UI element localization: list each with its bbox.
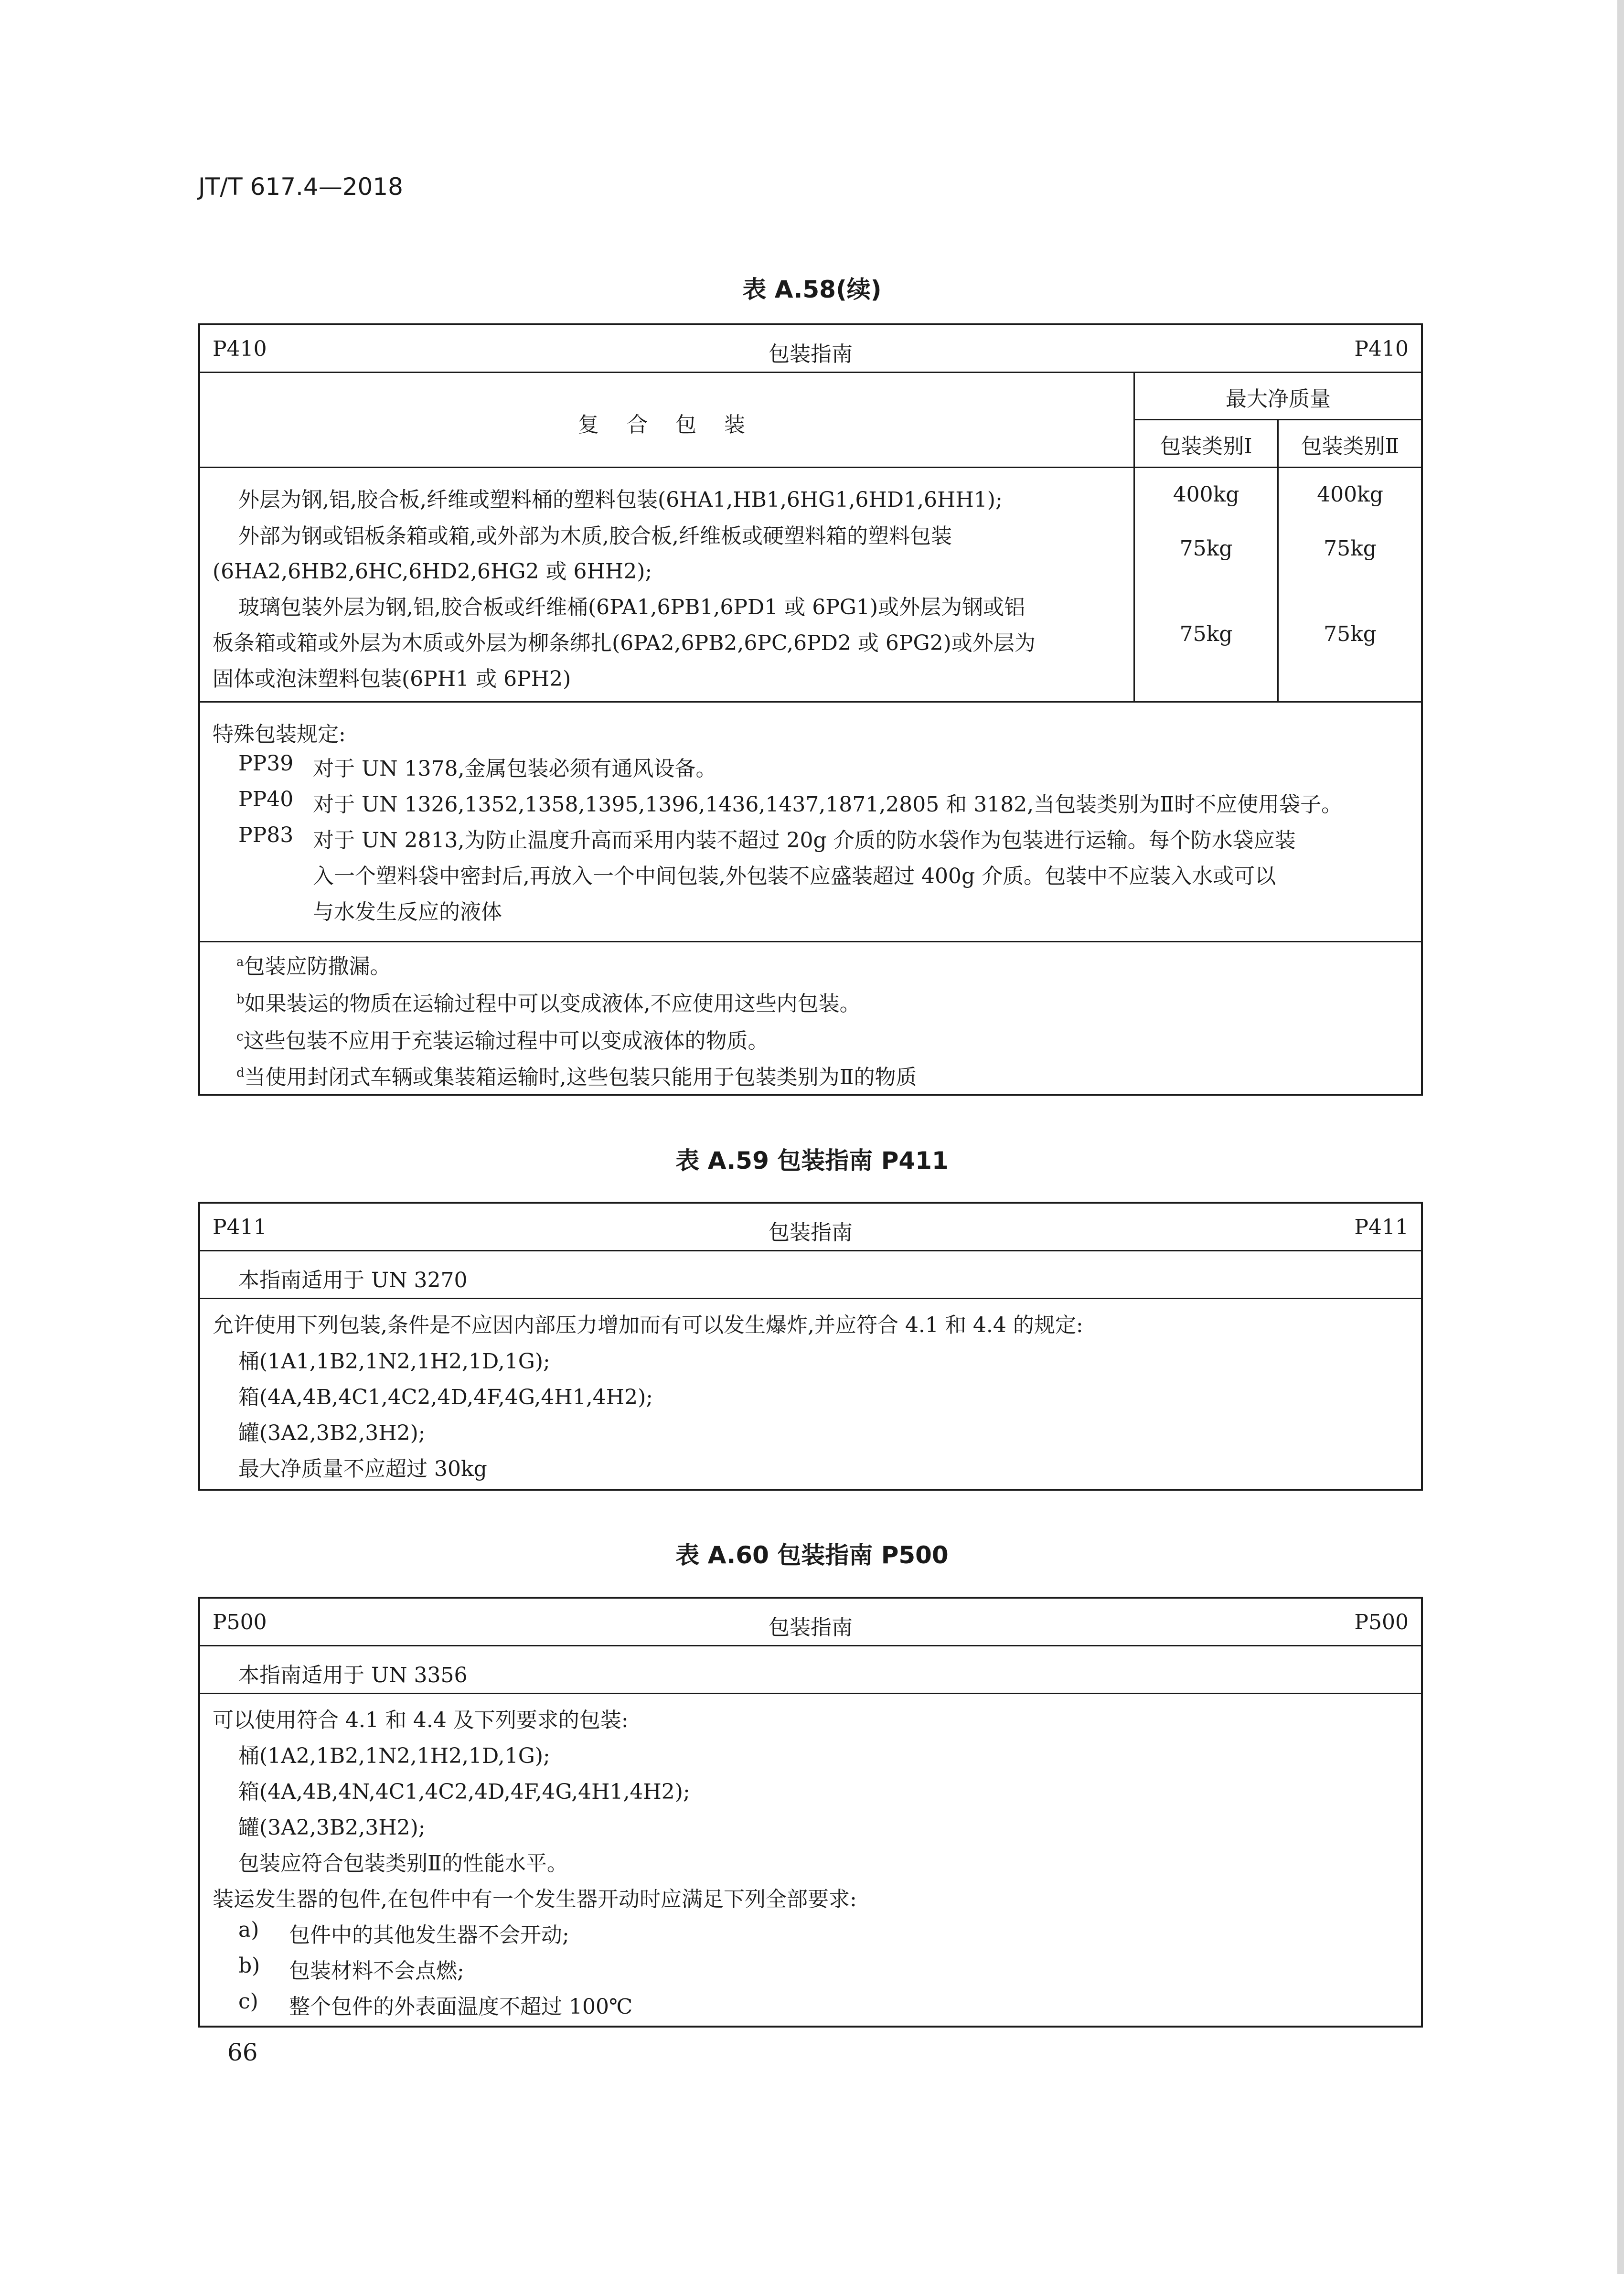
mass-pg1: 400kg bbox=[1173, 482, 1239, 507]
special-code: PP83 bbox=[238, 823, 294, 847]
footnote: $^b$如果装运的物质在运输过程中可以变成液体,不应使用这些内包装。 bbox=[236, 992, 861, 1016]
item-text: 包件中的其他发生器不会开动; bbox=[289, 1923, 569, 1947]
body-line: 包装应符合包装类别Ⅱ的性能水平。 bbox=[238, 1851, 568, 1876]
table58-title: 包装指南 bbox=[769, 342, 853, 366]
body-line: 箱(4A,4B,4C1,4C2,4D,4F,4G,4H1,4H2); bbox=[238, 1385, 653, 1409]
body-line: 板条箱或箱或外层为木质或外层为柳条绑扎(6PA2,6PB2,6PC,6PD2 或 6PG2)或外层为 bbox=[213, 631, 1036, 655]
table58-caption: 表 A.58(续) bbox=[742, 276, 882, 303]
table60-code-right: P500 bbox=[1354, 1610, 1409, 1634]
item-label: a) bbox=[238, 1918, 259, 1942]
body-line: 玻璃包装外层为钢,铝,胶合板或纤维桶(6PA1,6PB1,6PD1 或 6PG1)或外层为钢或铝 bbox=[238, 595, 1026, 619]
table60-title-row bbox=[200, 1599, 1421, 1646]
body-line: 装运发生器的包件,在包件中有一个发生器开动时应满足下列全部要求: bbox=[213, 1887, 857, 1911]
special-text: 对于 UN 1326,1352,1358,1395,1396,1436,1437,1871,2805 和 3182,当包装类别为Ⅱ时不应使用袋子。 bbox=[313, 792, 1343, 817]
body-line: 外部为钢或铝板条箱或箱,或外部为木质,胶合板,纤维板或硬塑料箱的塑料包装 bbox=[238, 524, 952, 548]
table60-title: 包装指南 bbox=[769, 1615, 853, 1640]
body-line: 可以使用符合 4.1 和 4.4 及下列要求的包装: bbox=[213, 1708, 629, 1732]
table59-caption: 表 A.59 包装指南 P411 bbox=[675, 1147, 949, 1174]
special-code: PP39 bbox=[238, 751, 294, 776]
special-text: 与水发生反应的液体 bbox=[313, 900, 502, 924]
page-number: 66 bbox=[227, 2039, 258, 2066]
special-text: 入一个塑料袋中密封后,再放入一个中间包装,外包装不应盛装超过 400g 介质。包装中不应装入水或可以 bbox=[313, 864, 1276, 888]
table58 bbox=[198, 323, 1423, 1096]
item-label: b) bbox=[238, 1954, 260, 1978]
body-line: (6HA2,6HB2,6HC,6HD2,6HG2 或 6HH2); bbox=[213, 559, 652, 584]
table60-body bbox=[200, 1694, 1421, 2026]
special-text: 对于 UN 1378,金属包装必须有通风设备。 bbox=[313, 757, 717, 781]
body-line: 外层为钢,铝,胶合板,纤维或塑料桶的塑料包装(6HA1,HB1,6HG1,6HD1,6HH1); bbox=[238, 488, 1003, 512]
applies-to: 本指南适用于 UN 3356 bbox=[238, 1663, 468, 1687]
footnotes-row bbox=[200, 942, 1421, 1094]
table58-body-row bbox=[200, 468, 1421, 703]
body-line: 箱(4A,4B,4N,4C1,4C2,4D,4F,4G,4H1,4H2); bbox=[238, 1780, 690, 1804]
body-line: 桶(1A2,1B2,1N2,1H2,1D,1G); bbox=[238, 1744, 550, 1768]
footnote: $^d$当使用封闭式车辆或集装箱运输时,这些包装只能用于包装类别为Ⅱ的物质 bbox=[236, 1065, 917, 1089]
body-line: 允许使用下列包装,条件是不应因内部压力增加而有可以发生爆炸,并应符合 4.1 和 4.4 的规定: bbox=[213, 1313, 1083, 1337]
item-text: 包装材料不会点燃; bbox=[289, 1959, 464, 1983]
mass-pg1: 75kg bbox=[1179, 536, 1233, 561]
packing-group-1-header: 包装类别Ⅰ bbox=[1160, 434, 1252, 459]
body-line: 固体或泡沫塑料包装(6PH1 或 6PH2) bbox=[213, 667, 571, 691]
footnote: $^a$包装应防撒漏。 bbox=[236, 954, 391, 979]
table58-column-header bbox=[200, 373, 1421, 468]
item-text: 整个包件的外表面温度不超过 100℃ bbox=[289, 1995, 633, 2019]
table59 bbox=[198, 1202, 1423, 1491]
table59-title-row bbox=[200, 1204, 1421, 1251]
page-edge bbox=[1617, 0, 1624, 2274]
table60-code-left: P500 bbox=[213, 1610, 267, 1634]
composite-packaging-header: 复 合 包 装 bbox=[578, 413, 756, 437]
body-line: 罐(3A2,3B2,3H2); bbox=[238, 1815, 426, 1840]
table58-title-row bbox=[200, 325, 1421, 373]
table59-code-right: P411 bbox=[1354, 1215, 1409, 1239]
mass-pg2: 75kg bbox=[1324, 622, 1377, 646]
mass-pg2: 75kg bbox=[1324, 536, 1377, 561]
table59-code-left: P411 bbox=[213, 1215, 267, 1239]
item-label: c) bbox=[238, 1989, 258, 2014]
special-code: PP40 bbox=[238, 787, 294, 811]
body-line: 罐(3A2,3B2,3H2); bbox=[238, 1421, 426, 1445]
body-line: 桶(1A1,1B2,1N2,1H2,1D,1G); bbox=[238, 1349, 550, 1374]
special-provisions-row bbox=[200, 703, 1421, 942]
table60-applies-row bbox=[200, 1646, 1421, 1694]
table58-code-right: P410 bbox=[1354, 337, 1409, 361]
table60-caption: 表 A.60 包装指南 P500 bbox=[675, 1541, 949, 1569]
max-net-mass-header: 最大净质量 bbox=[1226, 387, 1331, 411]
table58-code-left: P410 bbox=[213, 337, 267, 361]
table60 bbox=[198, 1597, 1423, 2028]
table59-body bbox=[200, 1299, 1421, 1489]
standard-header: JT/T 617.4—2018 bbox=[198, 173, 403, 201]
packing-group-2-header: 包装类别Ⅱ bbox=[1301, 434, 1400, 459]
special-text: 对于 UN 2813,为防止温度升高而采用内装不超过 20g 介质的防水袋作为包装进行运输。每个防水袋应装 bbox=[313, 828, 1296, 853]
body-line: 最大净质量不应超过 30kg bbox=[238, 1457, 487, 1481]
mass-pg1: 75kg bbox=[1179, 622, 1233, 646]
table59-applies-row bbox=[200, 1251, 1421, 1299]
applies-to: 本指南适用于 UN 3270 bbox=[238, 1268, 468, 1292]
footnote: $^c$这些包装不应用于充装运输过程中可以变成液体的物质。 bbox=[236, 1029, 769, 1053]
table59-title: 包装指南 bbox=[769, 1220, 853, 1245]
special-provisions-title: 特殊包装规定: bbox=[213, 722, 346, 747]
mass-pg2: 400kg bbox=[1317, 482, 1383, 507]
